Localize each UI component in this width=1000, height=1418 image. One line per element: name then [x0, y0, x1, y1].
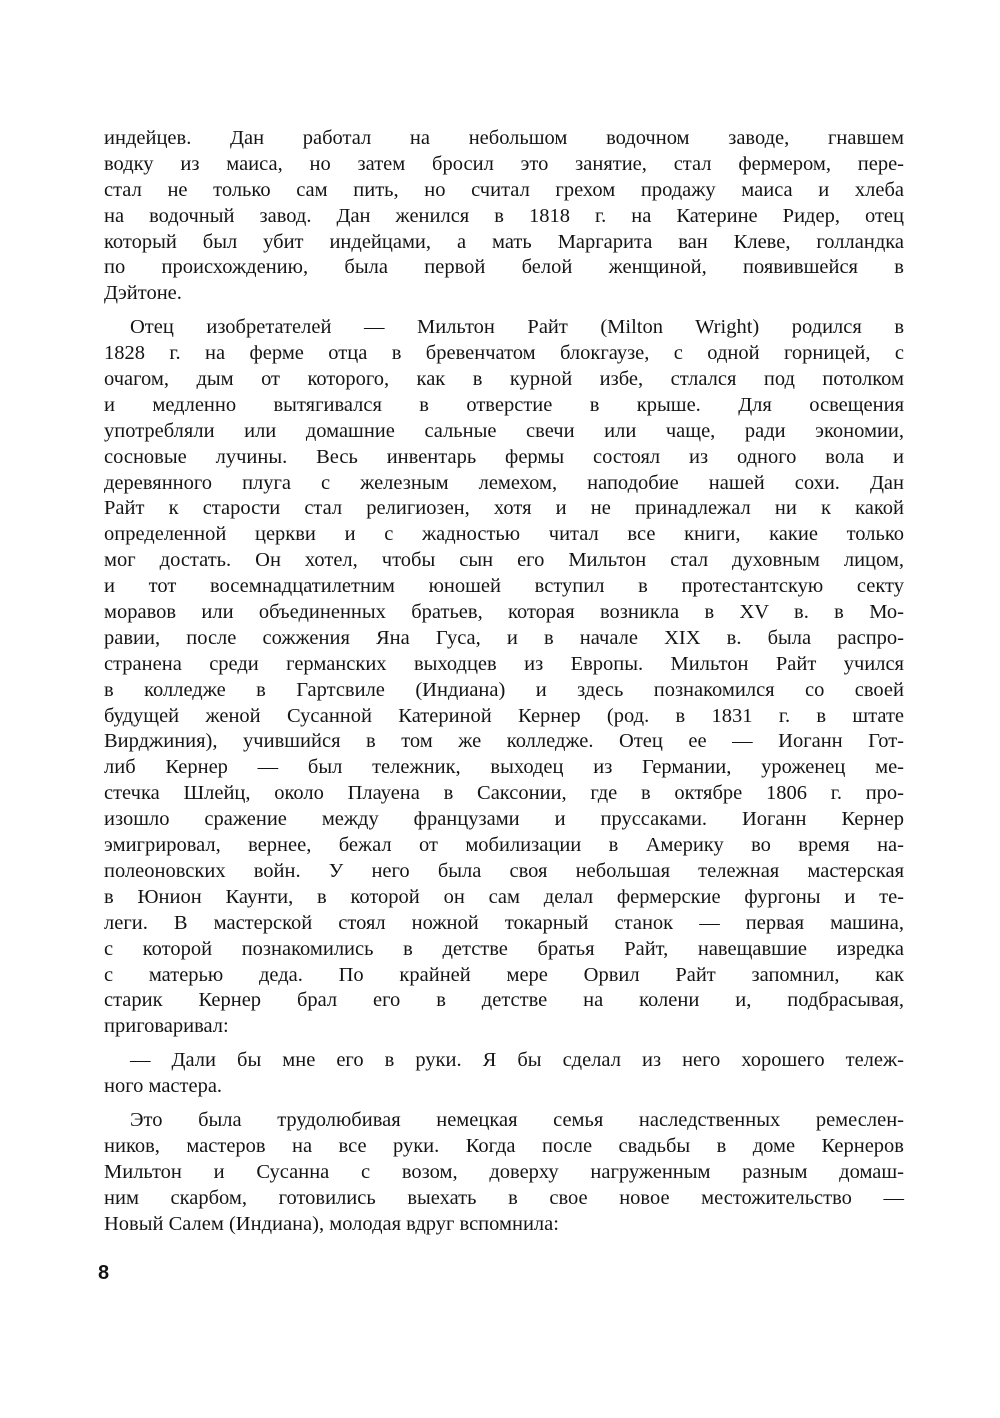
text-line: равии, после сожжения Яна Гуса, и в начале XIX в. была распро-	[104, 626, 904, 649]
text-line: стечка Шлейц, около Плауена в Саксонии, где в октябре 1806 г. про-	[104, 782, 904, 805]
text-line: который был убит индейцами, а мать Маргарита ван Клеве, голландка	[104, 230, 904, 253]
text-line: Новый Салем (Индиана), молодая вдруг вспомнила:	[104, 1212, 559, 1235]
text-line: по происхождению, была первой белой женщиной, появившейся в	[104, 256, 904, 279]
text-line: леги. В мастерской стоял ножной токарный станок — первая машина,	[104, 911, 904, 934]
text-line: и медленно вытягивался в отверстие в крыше. Для освещения	[104, 393, 904, 416]
text-line: эмигрировал, вернее, бежал от мобилизации в Америку во время на-	[104, 834, 904, 857]
text-line: стал не только сам пить, но считал грехом продажу маиса и хлеба	[104, 178, 904, 201]
text-line: сосновые лучины. Весь инвентарь фермы состоял из одного вола и	[104, 445, 904, 468]
text-line: 1828 г. на ферме отца в бревенчатом блокгаузе, с одной горницей, с	[104, 342, 904, 365]
paragraph-2	[104, 315, 904, 1040]
text-line: Райт к старости стал религиозен, хотя и не принадлежал ни к какой	[104, 497, 904, 520]
text-line: полеоновских войн. У него была своя небольшая тележная мастерская	[104, 859, 904, 882]
text-line: с матерью деда. По крайней мере Орвил Райт запомнил, как	[104, 963, 904, 986]
text-line: определенной церкви и с жадностью читал все книги, какие только	[104, 523, 904, 546]
text-line: старик Кернер брал его в детстве на колени и, подбрасывая,	[104, 989, 904, 1012]
text-line: Мильтон и Сусанна с возом, доверху нагруженным разным домаш-	[104, 1160, 904, 1183]
text-line: в Юнион Каунти, в которой он сам делал фермерские фургоны и те-	[104, 885, 904, 908]
text-line: и тот восемнадцатилетним юношей вступил в протестантскую секту	[104, 575, 904, 598]
text-line: — Дали бы мне его в руки. Я бы сделал из него хорошего тележ-	[130, 1049, 904, 1072]
paragraph-gap	[104, 1040, 904, 1048]
paragraph-gap	[104, 307, 904, 315]
text-line: Дэйтоне.	[104, 282, 182, 305]
book-page-text	[104, 126, 904, 1237]
text-line: ного мастера.	[104, 1075, 223, 1098]
text-line: водку из маиса, но затем бросил это занятие, стал фермером, пере-	[104, 152, 904, 175]
page-number: 8	[98, 1262, 110, 1284]
text-line: приговаривал:	[104, 1015, 229, 1038]
text-line: Это была трудолюбивая немецкая семья наследственных ремеслен-	[130, 1108, 904, 1131]
text-line: будущей женой Сусанной Катериной Кернер (род. в 1831 г. в штате	[104, 704, 904, 727]
text-line: Отец изобретателей — Мильтон Райт (Milton Wright) родился в	[130, 316, 904, 339]
text-line: изошло сражение между французами и пруссаками. Иоганн Кернер	[104, 808, 904, 831]
paragraph-3-quote	[104, 1048, 904, 1100]
text-line: деревянного плуга с железным лемехом, наподобие нашей сохи. Дан	[104, 471, 904, 494]
text-line: с которой познакомились в детстве братья Райт, навещавшие изредка	[104, 937, 904, 960]
text-line: моравов или объединенных братьев, которая возникла в XV в. в Мо-	[104, 601, 904, 624]
paragraph-4	[104, 1108, 904, 1237]
text-line: Вирджиния), учившийся в том же колледже. Отец ее — Иоганн Гот-	[104, 730, 904, 753]
text-line: ним скарбом, готовились выехать в свое новое местожительство —	[104, 1186, 904, 1209]
paragraph-1	[104, 126, 904, 307]
text-line: странена среди германских выходцев из Европы. Мильтон Райт учился	[104, 652, 904, 675]
text-line: употребляли или домашние сальные свечи или чаще, ради экономии,	[104, 419, 904, 442]
text-line: мог достать. Он хотел, чтобы сын его Мильтон стал духовным лицом,	[104, 549, 904, 572]
text-line: индейцев. Дан работал на небольшом водочном заводе, гнавшем	[104, 127, 904, 149]
text-line: очагом, дым от которого, как в курной избе, стлался под потолком	[104, 368, 904, 391]
text-line: на водочный завод. Дан женился в 1818 г. на Катерине Ридер, отец	[104, 204, 904, 227]
text-line: ников, мастеров на все руки. Когда после свадьбы в доме Кернеров	[104, 1134, 904, 1157]
text-line: в колледже в Гартсвиле (Индиана) и здесь познакомился со своей	[104, 678, 904, 701]
paragraph-gap	[104, 1100, 904, 1108]
text-line: либ Кернер — был тележник, выходец из Германии, уроженец ме-	[104, 756, 904, 779]
